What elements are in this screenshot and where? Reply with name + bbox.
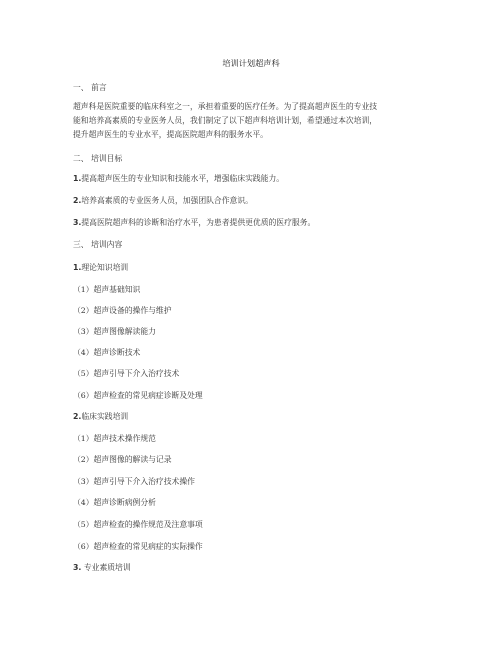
list-item: （1）超声基础知识: [73, 285, 141, 294]
list-item: （2）超声设备的操作与维护: [73, 306, 172, 315]
part-title: 临床实践培训: [81, 412, 129, 421]
part-title: 理论知识培训: [81, 263, 129, 272]
content-part-heading: [73, 411, 433, 422]
goal-number: 1.: [73, 174, 82, 183]
list-item: （1）超声技术操作规范: [73, 434, 156, 443]
section-heading-content: 三、 培训内容: [73, 240, 123, 249]
preface-line-2: 能和培养高素质的专业医务人员，我们制定了以下超声科培训计划，希望通过本次培训，: [73, 116, 378, 125]
list-item: （5）超声引导下介入治疗技术: [73, 369, 180, 378]
list-item: （4）超声诊断病例分析: [73, 498, 156, 507]
part-number: 2.: [73, 412, 82, 421]
list-item: （6）超声检查的常见病症诊断及处理: [73, 391, 203, 400]
goal-number: 3.: [73, 218, 82, 227]
section-heading-goals: 二、 培训目标: [73, 154, 123, 163]
goal-number: 2.: [73, 196, 82, 205]
part-number: 3.: [73, 563, 82, 572]
goal-text: 培养高素质的专业医务人员，加强团队合作意识。: [81, 196, 253, 205]
list-item: （5）超声检查的操作规范及注意事项: [73, 520, 203, 529]
preface-line-1: 超声科是医院重要的临床科室之一，承担着重要的医疗任务。为了提高超声医生的专业技: [73, 102, 378, 111]
goal-item: [73, 217, 433, 228]
goal-item: [73, 195, 433, 206]
list-item: （3）超声图像解读能力: [73, 327, 156, 336]
content-part-heading: [73, 262, 433, 273]
part-title: 专业素质培训: [81, 563, 131, 572]
goal-item: [73, 173, 433, 184]
goal-text: 提高超声医生的专业知识和技能水平，增强临床实践能力。: [81, 174, 285, 183]
list-item: （2）超声图像的解读与记录: [73, 455, 172, 464]
list-item: （3）超声引导下介入治疗技术操作: [73, 477, 195, 486]
goal-text: 提高医院超声科的诊断和治疗水平，为患者提供更优质的医疗服务。: [81, 218, 316, 227]
document-title: 培训计划超声科: [222, 58, 280, 68]
list-item: （6）超声检查的常见病症的实际操作: [73, 542, 203, 551]
part-number: 1.: [73, 263, 82, 272]
section-heading-preface: 一、 前言: [73, 83, 107, 92]
content-part-heading: [73, 562, 433, 573]
preface-line-3: 提升超声医生的专业水平，提高医院超声科的服务水平。: [73, 130, 268, 139]
list-item: （4）超声诊断技术: [73, 348, 141, 357]
